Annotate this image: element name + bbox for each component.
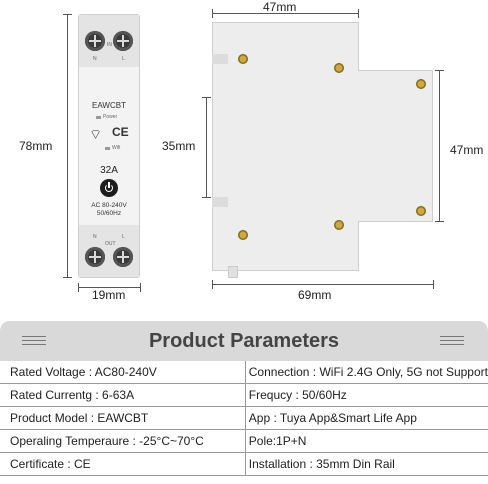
param-cell: Installation : 35mm Din Rail [245,453,488,476]
param-cell: Rated Voltage : AC80-240V [0,361,245,384]
front-height-label: 78mm [19,139,53,153]
decor-lines-icon [440,336,464,348]
terminal-screw-l-in [113,31,133,51]
bolt-icon [416,206,426,216]
ce-mark: CE [112,125,129,139]
terminal-label: L [122,234,125,240]
terminal-label: N [93,234,97,240]
frequency-label: 50/60Hz [96,210,122,217]
parameters-title: Product Parameters [148,330,340,352]
power-button-icon [100,179,118,197]
terminal-screw-n-out [85,247,105,267]
wifi-icon: ⌔ [89,126,103,142]
table-row [0,453,488,476]
terminal-screw-n-in [85,31,105,51]
param-cell: Connection : WiFi 2.4G Only, 5G not Support [245,361,488,384]
power-led-icon [96,116,101,119]
rating-label: 32A [100,165,118,176]
param-cell: App : Tuya App&Smart Life App [245,407,488,430]
param-cell: Operaling Temperaure : -25°C~70°C [0,430,245,453]
table-row [0,407,488,430]
din-clip [212,54,228,64]
terminal-out-label: OUT [105,241,116,247]
param-cell: Pole:1P+N [245,430,488,453]
side-left-height-label: 35mm [162,139,196,153]
breaker-front-view [78,14,140,278]
param-cell: Rated Currentg : 6-63A [0,384,245,407]
table-row [0,384,488,407]
release-tab [228,266,238,278]
terminal-label: L [122,56,125,62]
voltage-label: AC 80-240V [91,202,127,209]
bolt-icon [334,63,344,73]
product-parameters-panel [0,321,488,484]
din-clip [212,197,228,207]
terminal-screw-l-out [113,247,133,267]
bolt-icon [238,54,248,64]
table-row [0,361,488,384]
bolt-icon [238,230,248,240]
power-indicator-label: Power [103,114,118,120]
brand-label: EAWCBT [92,101,126,110]
table-row [0,430,488,453]
terminal-in-label: IN [107,42,112,48]
terminal-label: N [93,56,97,62]
side-bottom-width-label: 69mm [298,288,332,302]
param-cell: Frequcy : 50/60Hz [245,384,488,407]
side-right-height-label: 47mm [450,143,484,157]
bolt-icon [416,79,426,89]
wifi-led-icon [105,147,110,150]
side-top-width-label: 47mm [263,0,297,14]
parameters-table [0,361,488,476]
front-width-label: 19mm [92,288,126,302]
param-cell: Certificate : CE [0,453,245,476]
parameters-header [0,321,488,361]
bolt-icon [334,220,344,230]
wifi-indicator-label: Wifi [112,145,121,151]
param-cell: Product Model : EAWCBT [0,407,245,430]
